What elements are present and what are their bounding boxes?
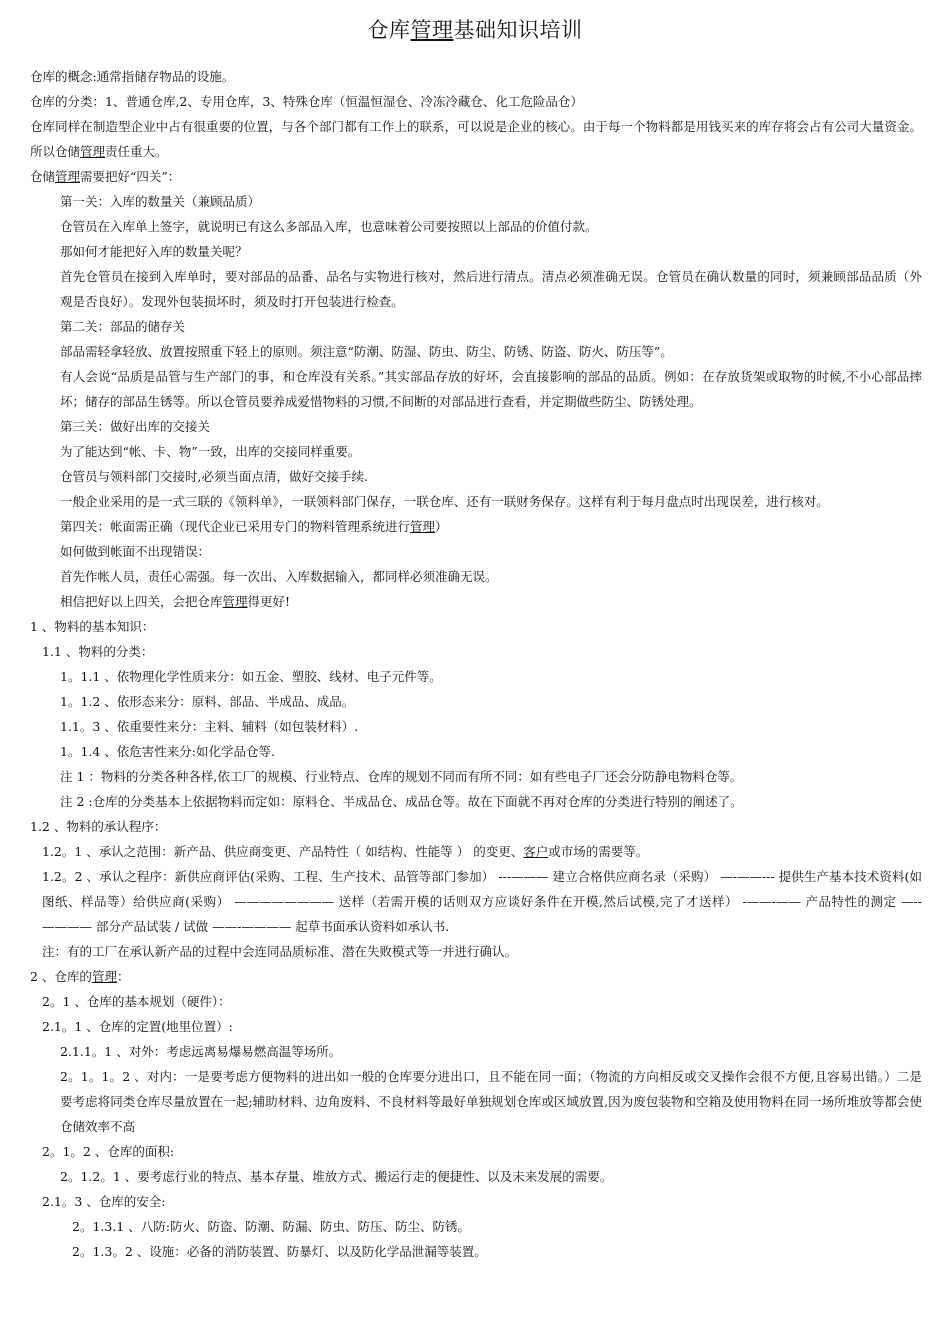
text-segment: 2。1.3.1 、八防:防火、防盗、防潮、防漏、防虫、防压、防尘、防锈。 — [72, 1219, 470, 1234]
text-segment: ） — [435, 519, 448, 534]
text-segment: 2。1.2。1 、要考虑行业的特点、基本存量、堆放方式、搬运行走的便捷性、以及未来发展的需要。 — [60, 1169, 613, 1184]
underlined-term: 管理 — [222, 594, 248, 609]
text-segment: 2。1.3。2 、设施：必备的消防装置、防暴灯、以及防化学品泄漏等装置。 — [72, 1244, 487, 1259]
text-segment: 仓管员在入库单上签字，就说明已有这么多部品入库，也意味着公司要按照以上部品的价值付款。 — [60, 219, 598, 234]
title-part-1: 仓库 — [367, 18, 411, 42]
text-segment: 首先仓管员在接到入库单时，要对部品的品番、品名与实物进行核对，然后进行清点。清点必须准确无误。仓管员在确认数量的同时，须兼顾部品品质（外观是否良好）。发现外包装损坏时，须及时打开包装进行检查。 — [60, 269, 922, 309]
paragraph-line — [30, 214, 922, 239]
paragraph-line — [30, 364, 922, 414]
page-title — [0, 14, 950, 46]
text-segment: 2 、仓库的 — [30, 969, 92, 984]
text-segment: 1.2。1 、承认之范围：新产品、供应商变更、产品特性（ 如结构、性能等 ） 的变更、 — [42, 844, 524, 859]
paragraph-line — [30, 464, 922, 489]
document-body — [30, 64, 922, 1264]
paragraph-line — [30, 1189, 922, 1214]
text-segment: 1.2。2 、承认之程序：新供应商评估(采购、工程、生产技术、品管等部门参加） ---——— 建立合格供应商名录（采购） —-——--- 提供生产基本技术资料(如图纸、样品等）给供应商(采购） ———————— 送样（若需开模的话则双方应谈好条件在开模,然后试模,完了才送样） -——-—— 产品特性的测定 —--———— 部分产品试装 / 试做 ——-———— 起草书面承认资料如承认书. — [42, 869, 922, 934]
paragraph-line — [30, 314, 922, 339]
paragraph-line — [30, 1039, 922, 1064]
paragraph-line — [30, 839, 922, 864]
paragraph-line — [30, 239, 922, 264]
paragraph-line — [30, 264, 922, 314]
text-segment: 注 1 ：物料的分类各种各样,依工厂的规模、行业特点、仓库的规划不同而有所不同：如有些电子厂还会分防静电物料仓等。 — [60, 769, 743, 784]
underlined-term: 管理 — [80, 144, 106, 159]
text-segment: 1。1.1 、依物理化学性质来分：如五金、塑胶、线材、电子元件等。 — [60, 669, 442, 684]
paragraph-line — [30, 514, 922, 539]
text-segment: 仓库同样在制造型企业中占有很重要的位置，与各个部门都有工作上的联系，可以说是企业的核心。由于每一个物料都是用钱买来的库存将会占有公司大量资金。所以仓储 — [30, 119, 922, 159]
text-segment: 部品需轻拿轻放、放置按照重下轻上的原则。须注意“防潮、防湿、防虫、防尘、防锈、防盗、防火、防压等”。 — [60, 344, 673, 359]
text-segment: 需要把好“四关”： — [80, 169, 181, 184]
paragraph-line — [30, 164, 922, 189]
text-segment: 相信把好以上四关，会把仓库 — [60, 594, 223, 609]
text-segment: 2.1.1。1 、对外：考虑远离易爆易燃高温等场所。 — [60, 1044, 342, 1059]
paragraph-line — [30, 89, 922, 114]
title-part-2-underlined: 管理 — [410, 18, 454, 42]
underlined-term: 管理 — [91, 969, 117, 984]
paragraph-line — [30, 964, 922, 989]
text-segment: ： — [116, 969, 130, 984]
paragraph-line — [30, 989, 922, 1014]
paragraph-line — [30, 664, 922, 689]
text-segment: 2。1。1。2 、对内：一是要考虑方便物料的进出如一般的仓库要分进出口，且不能在同一面；（物流的方向相反或交叉操作会很不方便,且容易出错。）二是要考虑将同类仓库尽量放置在一起;辅助材料、边角废料、不良材料等最好单独规划仓库或区域放置,因为废包装物和空箱及使用物料在同一场所堆放等都会使仓储效率不高 — [60, 1069, 922, 1134]
paragraph-line — [30, 1214, 922, 1239]
text-segment: 一般企业采用的是一式三联的《领料单》，一联领料部门保存，一联仓库、还有一联财务保存。这样有利于每月盘点时出现误差，进行核对。 — [60, 494, 829, 509]
paragraph-line — [30, 789, 922, 814]
paragraph-line — [30, 1014, 922, 1039]
text-segment: 2.1。1 、仓库的定置(地里位置）: — [42, 1019, 233, 1034]
paragraph-line — [30, 1164, 922, 1189]
text-segment: 1。1.2 、依形态来分：原料、部品、半成品、成品。 — [60, 694, 355, 709]
paragraph-line — [30, 339, 922, 364]
paragraph-line — [30, 764, 922, 789]
text-segment: 第一关：入库的数量关（兼顾品质） — [60, 194, 261, 209]
paragraph-line — [30, 939, 922, 964]
text-segment: 1 、物料的基本知识： — [30, 619, 155, 634]
paragraph-line — [30, 189, 922, 214]
text-segment: 2.1。3 、仓库的安全: — [42, 1194, 166, 1209]
paragraph-line — [30, 439, 922, 464]
text-segment: 1。1.4 、依危害性来分:如化学品仓等. — [60, 744, 275, 759]
text-segment: 1.1。3 、依重要性来分：主料、辅料（如包装材料）. — [60, 719, 359, 734]
text-segment: 2。1。2 、仓库的面积: — [42, 1144, 175, 1159]
paragraph-line — [30, 1139, 922, 1164]
underlined-term: 管理 — [55, 169, 81, 184]
paragraph-line — [30, 639, 922, 664]
text-segment: 1.1 、物料的分类： — [42, 644, 154, 659]
text-segment: 有人会说“品质是品管与生产部门的事，和仓库没有关系。”其实部品存放的好坏，会直接影响的部品的品质。例如：在存放货架或取物的时候,不小心部品摔坏；储存的部品生锈等。所以仓管员要养成爱惜物料的习惯,不间断的对部品进行查看，并定期做些防尘、防锈处理。 — [60, 369, 922, 409]
text-segment: 仓管员与领料部门交接时,必须当面点清，做好交接手续. — [60, 469, 368, 484]
underlined-term: 客户 — [523, 844, 549, 859]
text-segment: 或市场的需要等。 — [548, 844, 649, 859]
paragraph-line — [30, 1239, 922, 1264]
title-part-3: 基础知识培训 — [453, 18, 583, 42]
text-segment: 首先作帐人员，责任心需强。每一次出、入库数据输入，都同样必须准确无误。 — [60, 569, 498, 584]
paragraph-line — [30, 714, 922, 739]
text-segment: 仓库的概念:通常指储存物品的设施。 — [30, 69, 235, 84]
paragraph-line — [30, 864, 922, 939]
text-segment: 仓库的分类：1、普通仓库,2、专用仓库，3、特殊仓库（恒温恒湿仓、冷冻冷藏仓、化工危险品仓） — [30, 94, 583, 109]
text-segment: 得更好! — [247, 594, 291, 609]
text-segment: 2。1 、仓库的基本规划（硬件）： — [42, 994, 231, 1009]
paragraph-line — [30, 564, 922, 589]
text-segment: 责任重大。 — [105, 144, 168, 159]
paragraph-line — [30, 589, 922, 614]
paragraph-line — [30, 739, 922, 764]
paragraph-line — [30, 539, 922, 564]
underlined-term: 管理 — [410, 519, 436, 534]
text-segment: 第四关：帐面需正确（现代企业已采用专门的物料管理系统进行 — [60, 519, 411, 534]
text-segment: 第三关：做好出库的交接关 — [60, 419, 211, 434]
paragraph-line — [30, 414, 922, 439]
paragraph-line — [30, 814, 922, 839]
paragraph-line — [30, 489, 922, 514]
text-segment: 注 2 :仓库的分类基本上依据物料而定如：原料仓、半成品仓、成品仓等。故在下面就不再对仓库的分类进行特别的阐述了。 — [60, 794, 743, 809]
text-segment: 那如何才能把好入库的数量关呢？ — [60, 244, 248, 259]
paragraph-line — [30, 689, 922, 714]
text-segment: 仓储 — [30, 169, 56, 184]
paragraph-line — [30, 114, 922, 164]
text-segment: 第二关：部品的储存关 — [60, 319, 186, 334]
paragraph-line — [30, 614, 922, 639]
text-segment: 为了能达到“帐、卡、物”一致，出库的交接同样重要。 — [60, 444, 361, 459]
paragraph-line — [30, 64, 922, 89]
text-segment: 如何做到帐面不出现错误： — [60, 544, 211, 559]
text-segment: 注：有的工厂在承认新产品的过程中会连同品质标准、潜在失败模式等一并进行确认。 — [42, 944, 518, 959]
text-segment: 1.2 、物料的承认程序： — [30, 819, 167, 834]
paragraph-line — [30, 1064, 922, 1139]
